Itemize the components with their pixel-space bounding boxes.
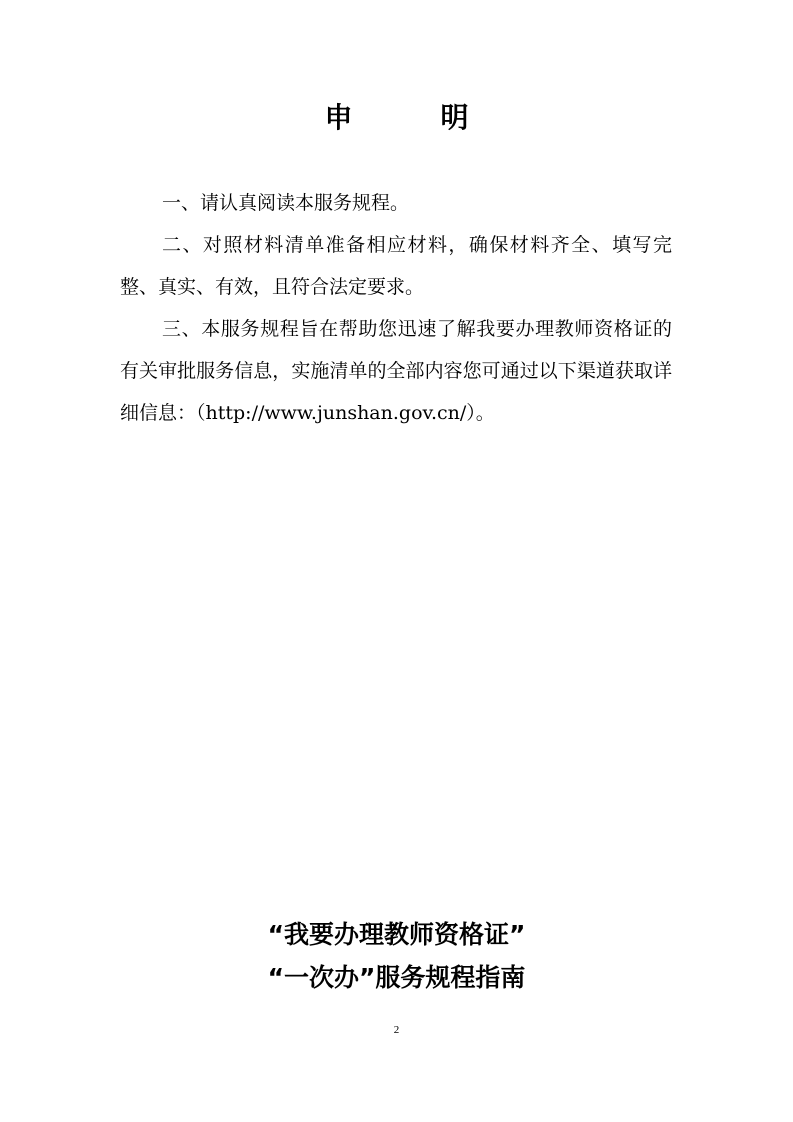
declaration-item-2: 二、对照材料清单准备相应材料，确保材料齐全、填写完整、真实、有效，且符合法定要求。 xyxy=(120,234,672,298)
declaration-item-3: 三、本服务规程旨在帮助您迅速了解我要办理教师资格证的有关审批服务信息，实施清单的全部内容您可通过以下渠道获取详细信息：（http://www.junshan.gov.cn/）。 xyxy=(120,318,672,424)
declaration-item-1: 一、请认真阅读本服务规程。 xyxy=(162,192,410,214)
declaration-title: 申 明 xyxy=(324,101,499,134)
page-number: 2 xyxy=(393,1024,400,1036)
guide-title-line-1: “我要办理教师资格证” xyxy=(267,920,526,949)
declaration-body xyxy=(120,182,672,434)
guide-title-line-2: “一次办”服务规程指南 xyxy=(267,963,526,992)
